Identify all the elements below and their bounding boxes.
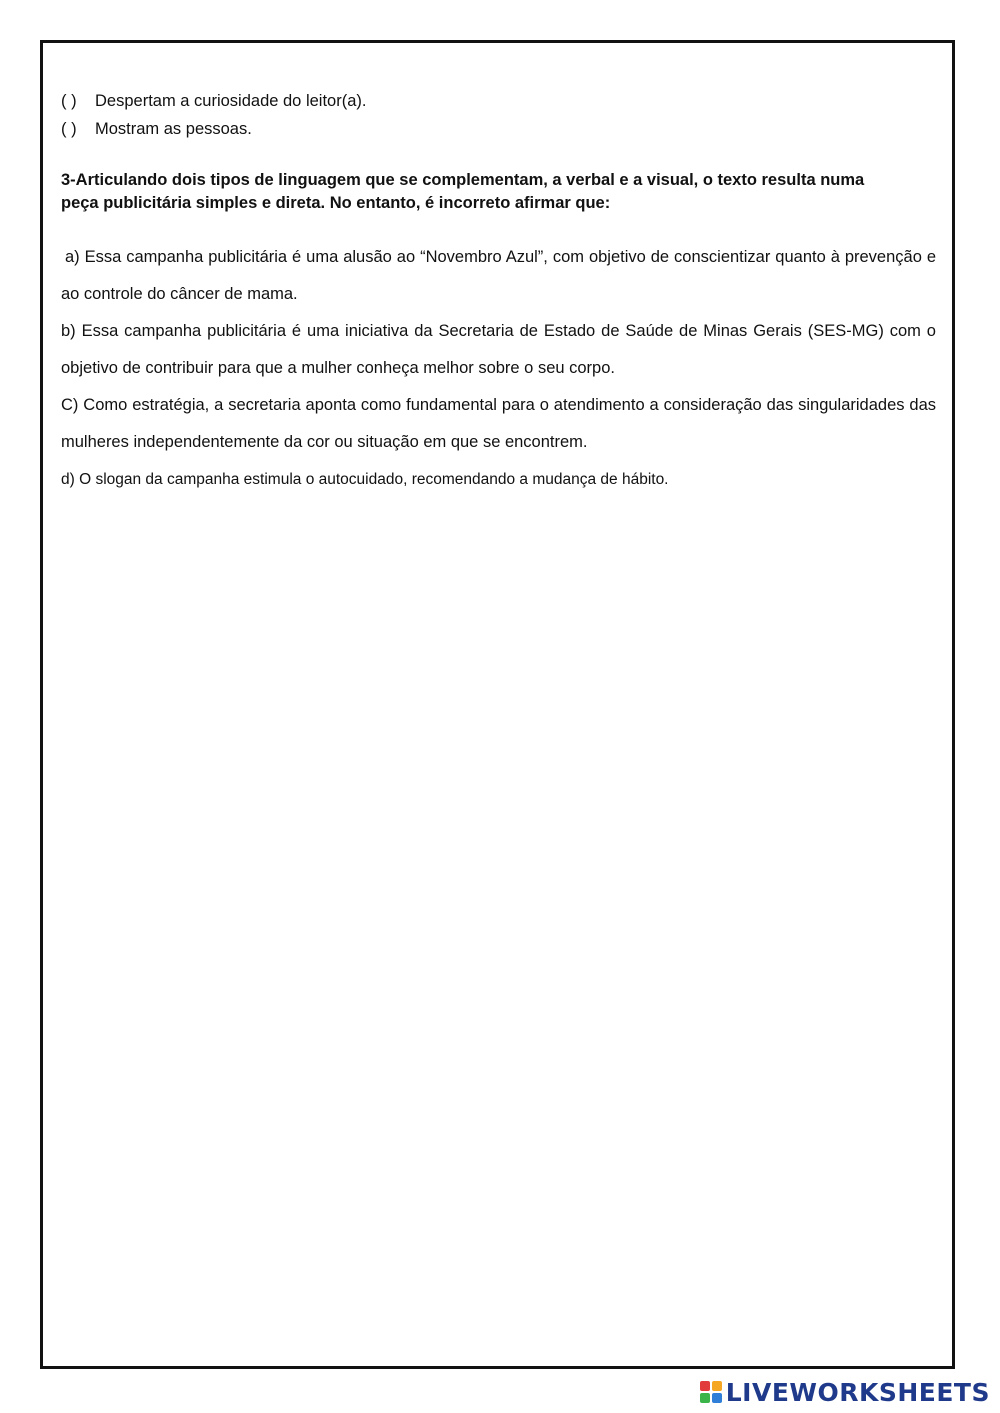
answer-options — [61, 239, 936, 498]
worksheet-content — [61, 87, 936, 498]
choice-item — [61, 115, 936, 143]
choice-text: Mostram as pessoas. — [95, 120, 252, 138]
worksheet-page — [40, 40, 955, 1369]
liveworksheets-logo — [700, 1379, 990, 1405]
option-b: b) Essa campanha publicitária é uma iniciativa da Secretaria de Estado de Saúde de Minas Gerais (SES-MG) com o objetivo de contribuir para que a mulher conheça melhor sobre o seu corpo. — [61, 322, 936, 377]
question-3-prompt: 3-Articulando dois tipos de linguagem que se complementam, a verbal e a visual, o texto resulta numa peça publicitária simples e direta. No entanto, é incorreto afirmar que: — [61, 171, 865, 212]
option-a: a) Essa campanha publicitária é uma alusão ao “Novembro Azul”, com objetivo de conscientizar quanto à prevenção e ao controle do câncer de mama. — [61, 248, 936, 303]
brand-name: LIVEWORKSHEETS — [725, 1377, 990, 1407]
logo-square-icon — [712, 1381, 722, 1391]
choice-text: Despertam a curiosidade do leitor(a). — [95, 92, 367, 110]
logo-mark-icon — [700, 1381, 722, 1403]
choice-item — [61, 87, 936, 115]
logo-square-icon — [712, 1393, 722, 1403]
choice-box[interactable]: ( ) — [61, 92, 77, 110]
option-d: d) O slogan da campanha estimula o autocuidado, recomendando a mudança de hábito. — [61, 471, 669, 488]
logo-square-icon — [700, 1393, 710, 1403]
option-c: C) Como estratégia, a secretaria aponta como fundamental para o atendimento a consideração das singularidades das mulheres independentemente da cor ou situação em que se encontrem. — [61, 396, 936, 451]
choice-box[interactable]: ( ) — [61, 120, 77, 138]
logo-square-icon — [700, 1381, 710, 1391]
